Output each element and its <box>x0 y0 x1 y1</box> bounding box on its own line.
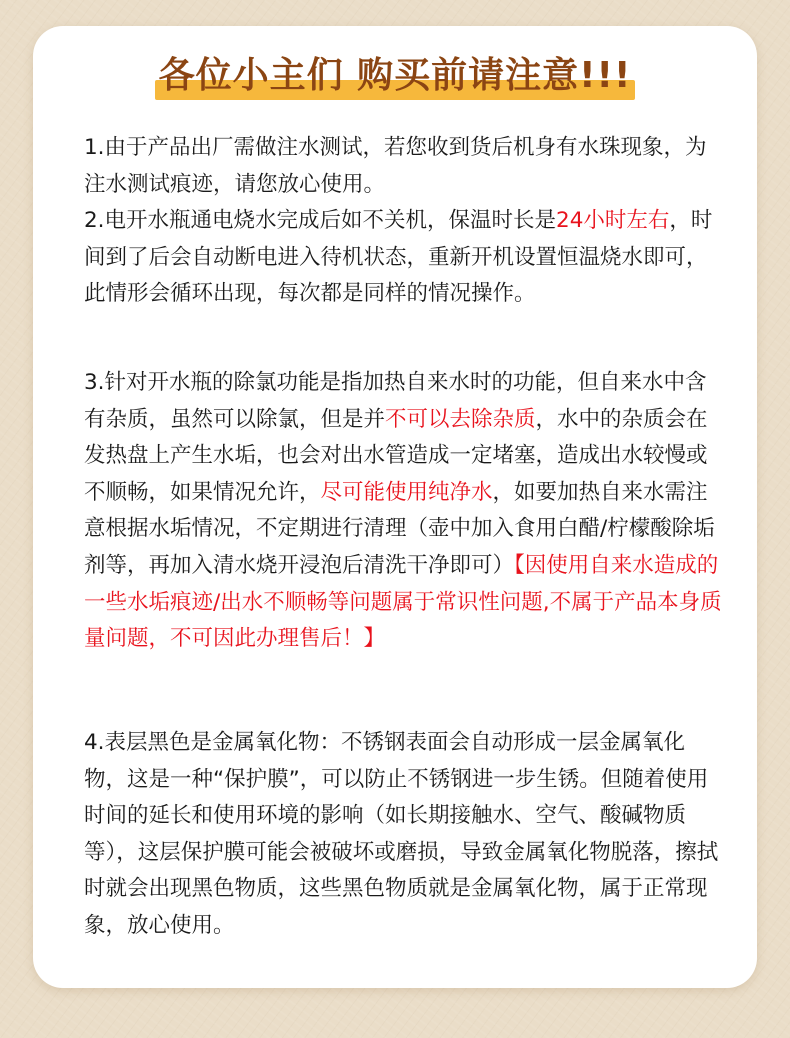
note-3-part-e: ，如要加热自来水需注意根据水垢情况，不定期进行清理（壶中加入食用白醋/柠檬酸除垢剂等，再加入清水烧开浸泡后清洗干净即可） <box>84 479 715 578</box>
note-3-text <box>84 365 724 658</box>
page-title <box>155 50 636 102</box>
note-4 <box>84 725 724 945</box>
note-3-emphasis-impurities: 不可以去除杂质 <box>385 406 536 432</box>
note-2-text <box>84 203 724 313</box>
note-2-part-c: ，时间到了后会自动断电进入待机状态，重新开机设置恒温烧水即可，此情形会循环出现，每次都是同样的情况操作。 <box>84 208 713 307</box>
note-3 <box>84 365 724 658</box>
note-2 <box>84 203 724 313</box>
note-4-part-a: 4.表层黑色是金属氧化物：不锈钢表面会自动形成一层金属氧化物，这是一种“保护膜”，可以防止不锈钢进一步生锈。但随着使用时间的延长和使用环境的影响（如长期接触水、空气、酸碱物质等），这层保护膜可能会被破坏或磨损，导致金属氧化物脱落，擦拭时就会出现黑色物质，这些黑色物质就是金属氧化物，属于正常现象，放心使用。 <box>84 730 719 938</box>
note-1 <box>84 130 724 203</box>
title-text: 各位小主们 购买前请注意!!! <box>158 55 632 96</box>
note-1-part-a: 1.由于产品出厂需做注水测试，若您收到货后机身有水珠现象，为注水测试痕迹，请您放心使用。 <box>84 135 707 197</box>
note-4-text <box>84 725 724 945</box>
note-1-text <box>84 130 724 203</box>
note-2-emphasis-duration: 24小时左右 <box>556 208 670 233</box>
title-area <box>0 50 790 102</box>
note-3-emphasis-pure-water: 尽可能使用纯净水 <box>320 479 493 505</box>
note-3-part-c: ，水中的杂质会在发热盘上产生水垢，也会对出水管造成一定堵塞，造成出水较慢或不顺畅，如果情况允许， <box>84 406 708 505</box>
note-2-part-a: 2.电开水瓶通电烧水完成后如不关机，保温时长是 <box>84 208 557 233</box>
note-3-warning: 【因使用自来水造成的一些水垢痕迹/出水不顺畅等问题属于常识性问题,不属于产品本身质量问题，不可因此办理售后！】 <box>84 552 722 652</box>
note-3-part-a: 3.针对开水瓶的除氯功能是指加热自来水时的功能，但自来水中含有杂质，虽然可以除氯，但是并 <box>84 370 707 432</box>
